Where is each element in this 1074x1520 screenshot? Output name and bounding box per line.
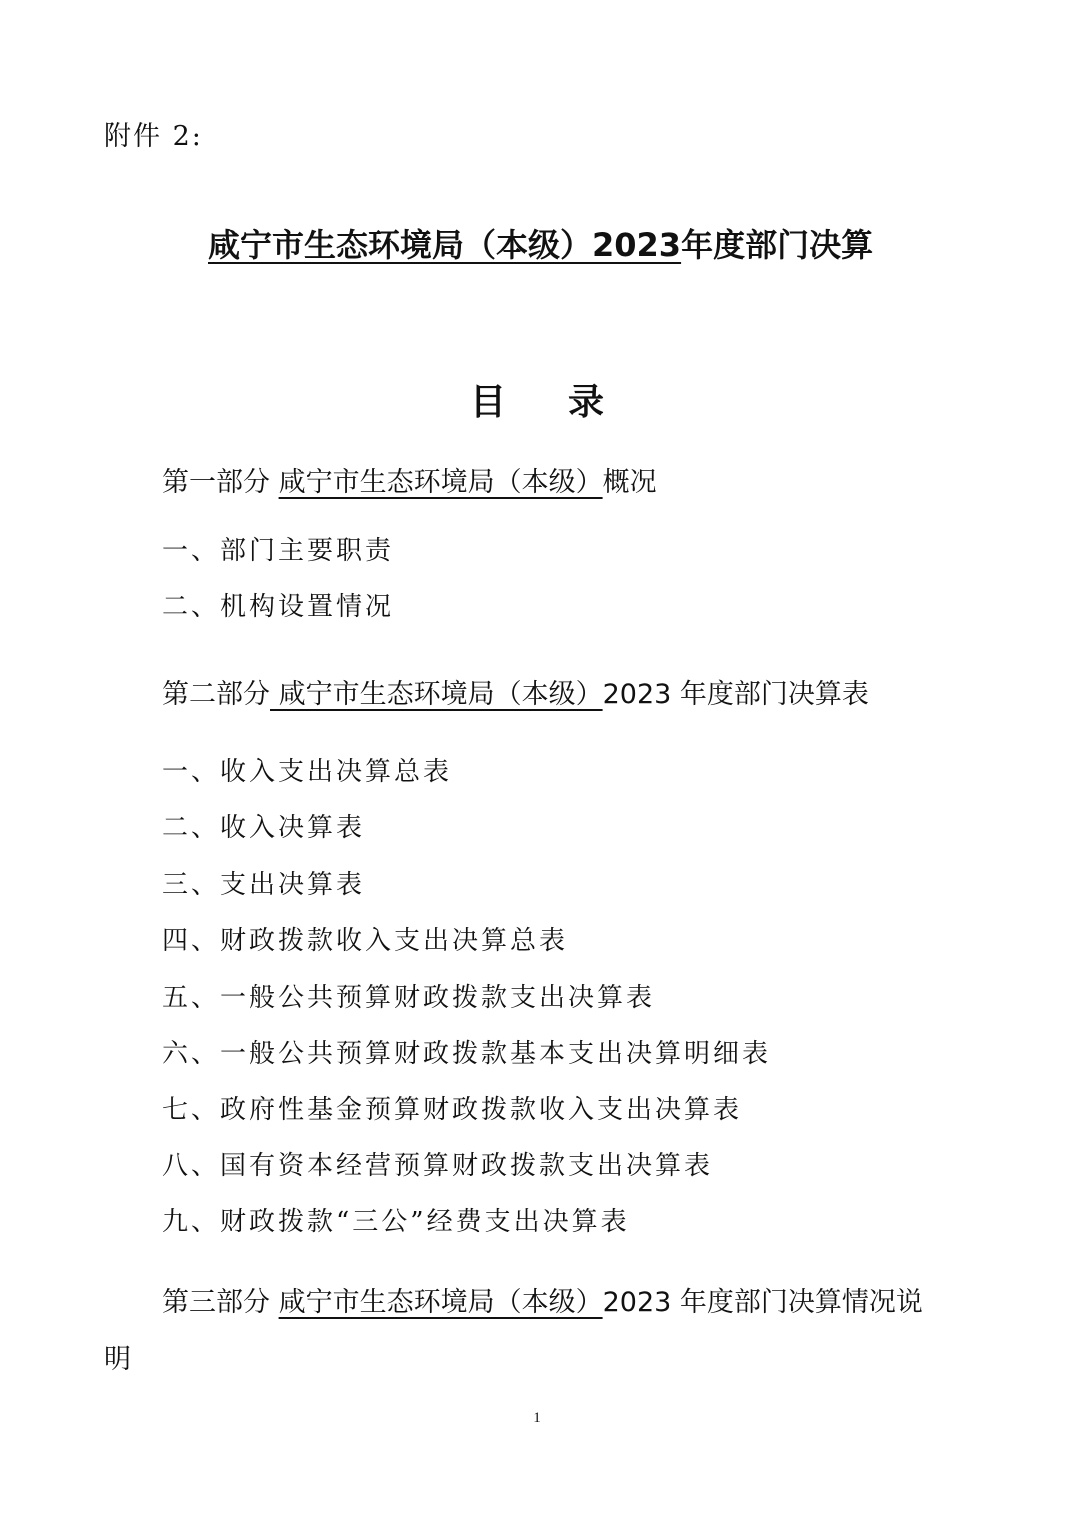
toc-item[interactable]: 六、一般公共预算财政拨款基本支出决算明细表	[162, 1039, 772, 1069]
toc-heading	[0, 374, 1074, 425]
part-1-suffix: 概况	[602, 467, 657, 498]
part-3-unit: 咸宁市生态环境局（本级）	[278, 1287, 603, 1318]
toc-item[interactable]: 二、收入决算表	[162, 813, 366, 843]
toc-item[interactable]: 二、机构设置情况	[162, 592, 395, 622]
toc-item[interactable]: 一、部门主要职责	[162, 536, 395, 566]
document-title-underlined: 咸宁市生态环境局（本级）2023	[208, 226, 682, 264]
document-title-rest: 年度部门决算	[681, 226, 874, 264]
part-2-suffix: 2023 年度部门决算表	[602, 679, 869, 710]
part-3-heading[interactable]	[162, 1280, 923, 1319]
part-3-prefix: 第三部分	[162, 1287, 279, 1318]
toc-heading-text: 目录	[469, 382, 666, 423]
part-1-prefix: 第一部分	[162, 467, 279, 498]
toc-item[interactable]: 七、政府性基金预算财政拨款收入支出决算表	[162, 1095, 743, 1125]
toc-item[interactable]: 五、一般公共预算财政拨款支出决算表	[162, 983, 656, 1013]
part-1-unit: 咸宁市生态环境局（本级）	[278, 467, 603, 498]
part-2-prefix: 第二部分	[162, 679, 270, 710]
part-3-continuation: 明	[104, 1344, 131, 1375]
toc-item[interactable]: 九、财政拨款“三公”经费支出决算表	[162, 1207, 630, 1237]
part-3-suffix: 2023 年度部门决算情况说	[602, 1287, 923, 1318]
toc-item[interactable]: 三、支出决算表	[162, 870, 366, 900]
document-title	[208, 220, 873, 266]
page-number: 1	[533, 1410, 541, 1426]
toc-item[interactable]: 八、国有资本经营预算财政拨款支出决算表	[162, 1151, 714, 1181]
part-1-heading[interactable]	[162, 460, 657, 499]
part-2-unit: 咸宁市生态环境局（本级）	[270, 679, 603, 710]
toc-item[interactable]: 四、财政拨款收入支出决算总表	[162, 926, 569, 956]
part-2-heading[interactable]	[162, 672, 869, 711]
toc-item[interactable]: 一、收入支出决算总表	[162, 757, 453, 787]
attachment-label: 附件 2:	[104, 121, 203, 152]
